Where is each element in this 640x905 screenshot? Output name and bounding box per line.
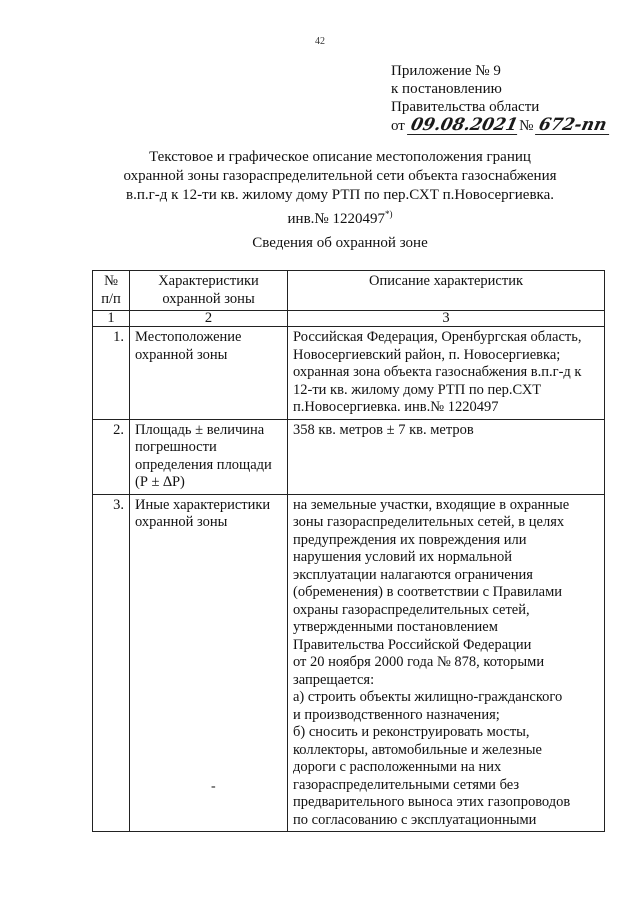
description-line: коллекторы, автомобильные и железные [293,741,542,758]
description-line: предварительного выноса этих газопроводов [293,794,571,810]
description-line: на земельные участки, входящие в охранные [293,496,570,513]
row-number: 2. [93,419,130,494]
row-description: Российская Федерация, Оренбургская область, Новосергиевский район, п. Новосергиевка; охранная зона объекта газоснабжения в.п.г-д к 12-ти кв. жилому дому РТП по пер.СХТ п.Новосергиевка. инв.№ 1220497 [288,327,605,420]
description-line: охраны газораспределительных сетей, [293,601,530,618]
description-line: и производственного назначения; [293,706,500,723]
table-row [93,419,605,494]
description-line: по согласованию с эксплуатационными [293,811,537,828]
description-line: эксплуатации налагаются ограничения [293,566,533,583]
handwritten-number: 672-пп [535,116,613,135]
row-characteristic: Местоположение охранной зоны [130,327,288,420]
protection-zone-table [92,270,605,832]
row-description [288,494,605,832]
column-number: 2 [130,311,288,327]
description-line: запрещается: [293,671,375,688]
table-row [93,327,605,420]
description-line: б) сносить и реконструировать мосты, [293,724,530,740]
row-characteristic: Иные характеристики охранной зоны [130,494,288,832]
description-line: (обременения) в соответствии с Правилами [293,584,563,600]
title-line3: в.п.г-д к 12-ти кв. жилому дому РТП по пер.СХТ п.Новосергиевка. [126,187,554,203]
description-line: зоны газораспределительных сетей, в целях [293,514,565,530]
description-line: Правительства Российской Федерации [293,636,532,653]
row-description: 358 кв. метров ± 7 кв. метров [288,419,605,494]
appendix-line2: к постановлению [391,81,502,97]
table-row [93,494,605,832]
column-number: 3 [288,311,605,327]
description-line: газораспределительными сетями без [293,776,520,793]
description-line: а) строить объекты жилищно-гражданского [293,689,563,705]
page-number: 42 [315,36,325,47]
inventory-number: инв.№ 1220497 [287,211,385,227]
appendix-date-line [391,116,611,135]
row-number: 3. [93,494,130,832]
description-line: дороги с расположенными на них [293,759,502,775]
column-number: 1 [93,311,130,327]
appendix-line3: Правительства области [391,99,540,115]
column-number-row [93,311,605,327]
appendix-line1: Приложение № 9 [391,63,501,79]
footnote-mark: *) [384,209,393,219]
header-number: № п/п [93,271,130,311]
section-subtitle: Сведения об охранной зоне [252,235,428,251]
document-title [90,148,590,229]
header-description: Описание характеристик [288,271,605,311]
title-line1: Текстовое и графическое описание местоположения границ [149,149,531,165]
from-label: от [391,118,405,134]
number-label: № [519,118,534,134]
description-line: от 20 ноября 2000 года № 878, которыми [293,654,545,670]
description-line: предупреждения их повреждения или [293,531,527,548]
header-characteristic: Характеристики охранной зоны [130,271,288,311]
description-line: утвержденными постановлением [293,619,498,635]
description-line: нарушения условий их нормальной [293,549,513,565]
stray-mark: - [211,779,216,794]
row-characteristic: Площадь ± величина погрешности определения площади (Р ± ∆Р) [130,419,288,494]
table-header-row [93,271,605,311]
handwritten-date: 09.08.2021 [408,115,520,135]
row-number: 1. [93,327,130,420]
appendix-header [391,62,611,135]
title-line2: охранной зоны газораспределительной сети объекта газоснабжения [123,168,557,184]
title-line4 [90,205,590,229]
